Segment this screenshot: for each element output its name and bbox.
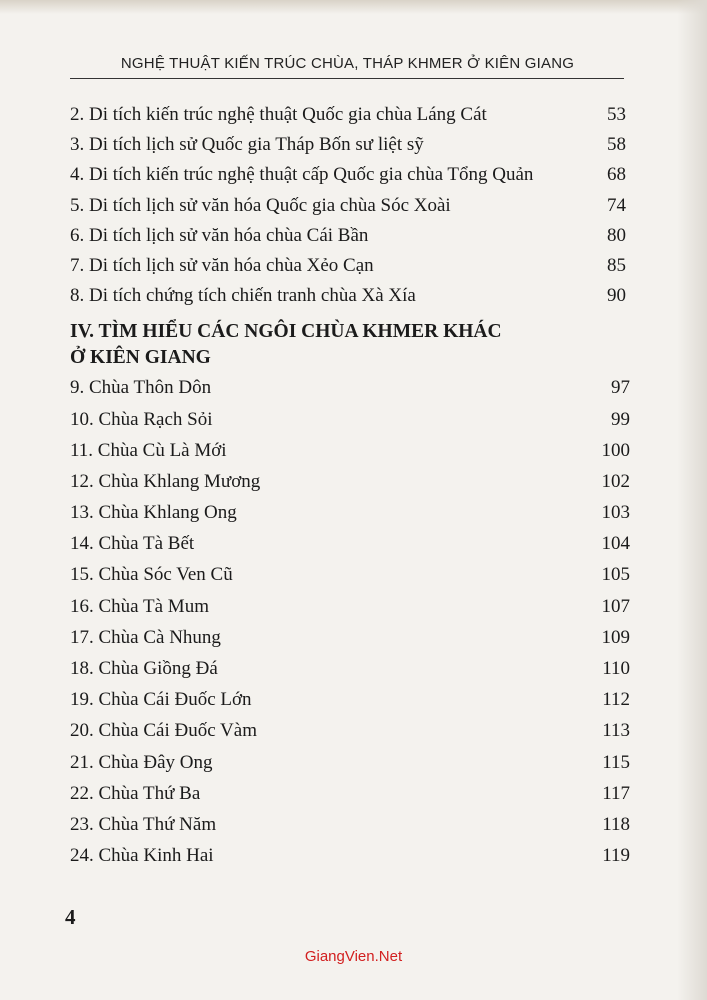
toc-entry-page: 105 — [601, 564, 630, 586]
section-heading-line2: Ở KIÊN GIANG — [70, 347, 211, 369]
toc-entry-page: 53 — [607, 104, 626, 125]
toc-entry-title: 20. Chùa Cái Đuốc Vàm — [70, 720, 257, 742]
toc-entry-page: 103 — [601, 502, 630, 524]
toc-entry-page: 109 — [601, 626, 630, 648]
toc-entry-title: 11. Chùa Cù Là Mới — [70, 439, 227, 461]
toc-entry — [70, 498, 630, 529]
watermark: GiangVien.Net — [304, 948, 403, 965]
toc-entry-page: 117 — [602, 782, 630, 804]
toc-entry-page: 118 — [602, 813, 630, 835]
toc-entry-page: 112 — [602, 689, 630, 711]
toc-entry — [70, 130, 630, 160]
toc-entry-page: 85 — [607, 254, 626, 276]
toc-entry-page: 102 — [601, 470, 630, 492]
toc-entry-title: 6. Di tích lịch sử văn hóa chùa Cái Bần — [70, 224, 369, 246]
toc-entry-title: 10. Chùa Rạch Sỏi — [70, 408, 213, 430]
toc-section-iv — [70, 319, 630, 872]
section-heading-line1: IV. TÌM HIỂU CÁC NGÔI CHÙA KHMER KHÁC — [70, 321, 502, 343]
toc-entry-title: 19. Chùa Cái Đuốc Lớn — [70, 689, 252, 711]
toc-entry-page: 119 — [602, 845, 630, 867]
toc-section-iii-continued — [70, 100, 630, 311]
toc-entry-title: 21. Chùa Đây Ong — [70, 751, 213, 773]
page-top-shadow — [0, 0, 707, 14]
toc-entry-title: 23. Chùa Thứ Năm — [70, 813, 217, 835]
toc-entry — [70, 779, 630, 810]
toc-entry — [70, 623, 630, 654]
toc-entry-title: 18. Chùa Giồng Đá — [70, 658, 218, 679]
toc-entry-page: 115 — [602, 751, 630, 773]
toc-entry — [70, 841, 630, 872]
toc-entry-title: 5. Di tích lịch sử văn hóa Quốc gia chùa Sóc Xoài — [70, 194, 451, 216]
header-rule — [70, 78, 624, 79]
toc-entry — [70, 748, 630, 779]
toc-entry — [70, 405, 630, 436]
toc-entry — [70, 560, 630, 591]
toc-entry-title: 8. Di tích chứng tích chiến tranh chùa Xà Xía — [70, 285, 416, 307]
toc-entry — [70, 100, 630, 130]
toc-entry — [70, 373, 630, 404]
toc-entry-page: 104 — [601, 533, 630, 555]
running-header: NGHỆ THUẬT KIẾN TRÚC CHÙA, THÁP KHMER Ở KIÊN GIANG — [120, 55, 575, 72]
toc-entry-page: 97 — [611, 377, 630, 399]
toc-entry-page: 80 — [607, 224, 626, 246]
toc-entry-page: 99 — [611, 408, 630, 430]
toc-entry-page: 100 — [601, 439, 630, 461]
toc-entry — [70, 685, 630, 716]
toc-entry-title: 7. Di tích lịch sử văn hóa chùa Xẻo Cạn — [70, 254, 374, 276]
toc-entry — [70, 436, 630, 467]
toc-entry — [70, 592, 630, 623]
toc-entry-page: 90 — [607, 285, 626, 307]
toc-entry — [70, 467, 630, 498]
toc-entry — [70, 654, 630, 685]
toc-entry — [70, 716, 630, 747]
toc-entry — [70, 281, 630, 311]
toc-entry — [70, 251, 630, 281]
section-heading — [70, 319, 630, 371]
toc-entry-page: 58 — [607, 134, 626, 156]
toc-entry-title: 4. Di tích kiến trúc nghệ thuật cấp Quốc gia chùa Tổng Quản — [70, 164, 534, 186]
toc-entry-page: 107 — [601, 595, 630, 617]
toc-entry-title: 24. Chùa Kinh Hai — [70, 845, 214, 867]
toc-entry — [70, 160, 630, 190]
toc-entry-title: 3. Di tích lịch sử Quốc gia Tháp Bốn sư liệt sỹ — [70, 134, 424, 156]
page-number: 4 — [65, 905, 76, 929]
toc-entry-title: 22. Chùa Thứ Ba — [70, 782, 201, 804]
toc-entry — [70, 221, 630, 251]
page-binding-shadow — [677, 0, 707, 1000]
toc-entry-page: 68 — [607, 164, 626, 186]
toc-entry-page: 113 — [602, 720, 630, 742]
toc-entry-title: 14. Chùa Tà Bết — [70, 533, 195, 555]
toc-entry-title: 17. Chùa Cà Nhung — [70, 626, 221, 648]
toc-entry-page: 110 — [602, 658, 630, 679]
toc-entry — [70, 191, 630, 221]
toc-entry — [70, 810, 630, 841]
toc-entry-page: 74 — [607, 194, 626, 216]
toc-entry-title: 9. Chùa Thôn Dôn — [70, 377, 212, 399]
toc-entry-title: 16. Chùa Tà Mum — [70, 595, 209, 617]
toc-entry-title: 13. Chùa Khlang Ong — [70, 502, 237, 524]
toc-entry-title: 15. Chùa Sóc Ven Cũ — [70, 564, 233, 586]
toc-entry — [70, 529, 630, 560]
toc-entry-title: 12. Chùa Khlang Mương — [70, 470, 261, 492]
toc-entry-title: 2. Di tích kiến trúc nghệ thuật Quốc gia chùa Láng Cát — [70, 104, 487, 125]
table-of-contents — [70, 100, 630, 872]
